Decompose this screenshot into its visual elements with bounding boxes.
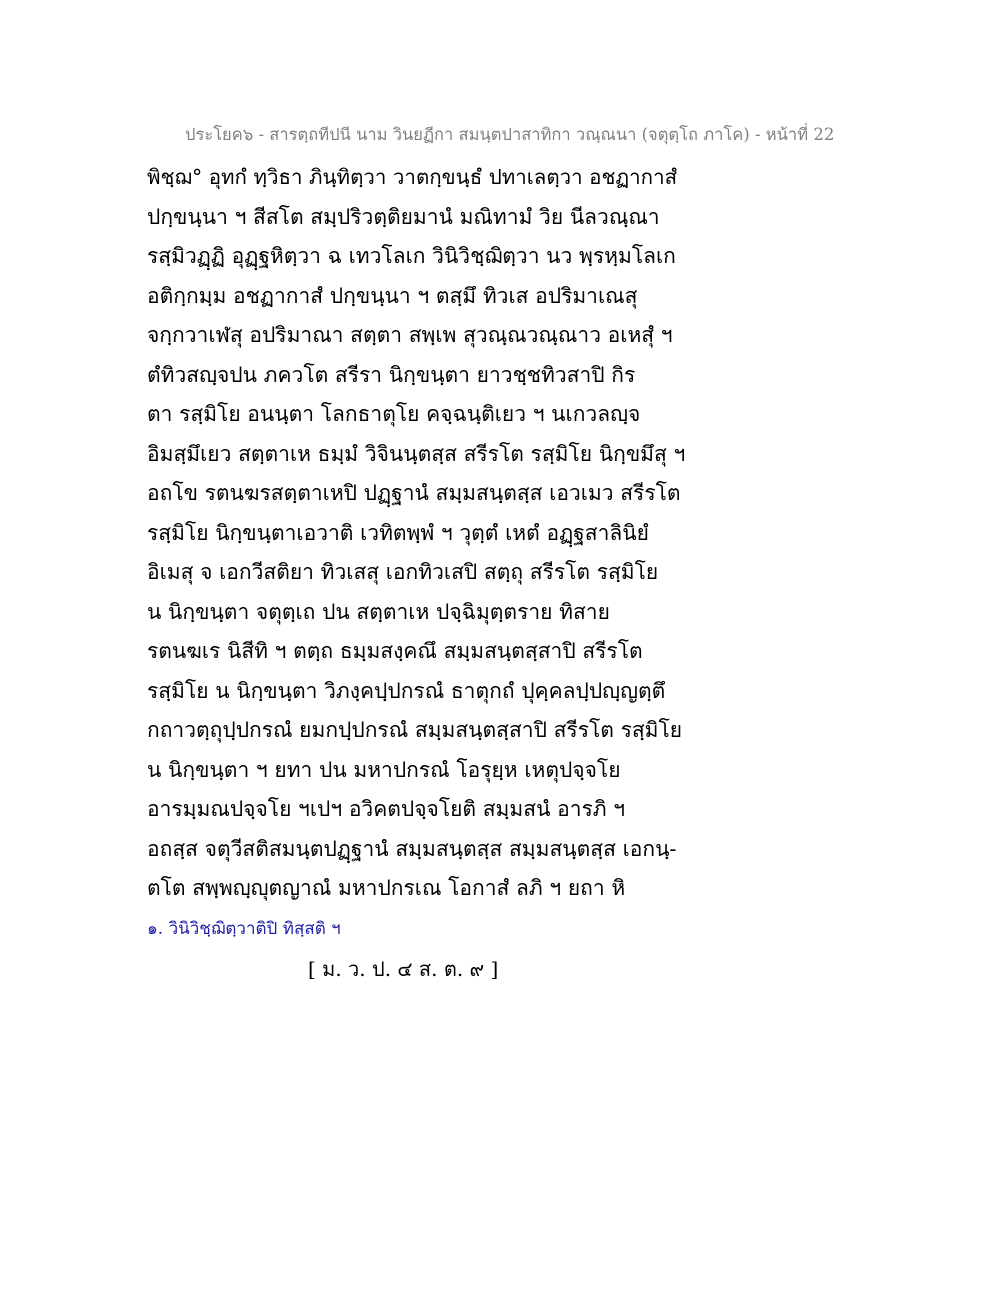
body-line: น นิกฺขนฺตา ฯ ยทา ปน มหาปกรณํ โอรุยฺห เหตุปจฺจโย bbox=[147, 757, 621, 782]
footnote: ๑. วินิวิชฺฌิตฺวาติปิ ทิสฺสติ ฯ bbox=[147, 919, 341, 939]
body-line: รสฺมิโย น นิกฺขนฺตา วิภงฺคปฺปกรณํ ธาตุกถํ ปุคฺคลปฺปญฺญตฺตึ bbox=[147, 678, 666, 703]
body-line: อารมฺมณปจฺจโย ฯเปฯ อวิคตปจฺจโยติ สมฺมสนํ อารภิ ฯ bbox=[147, 797, 626, 821]
body-line: พิชฺฌ° อุทกํ ทฺวิธา ภินฺทิตฺวา วาตกฺขนฺธํ ปทาเลตฺวา อชฏากาสํ bbox=[147, 165, 678, 189]
body-line: รตนฆเร นิสีทิ ฯ ตตฺถ ธมฺมสงฺคณึ สมฺมสนฺตสฺสาปิ สรีรโต bbox=[147, 639, 643, 663]
body-line: จกฺกวาเฬสุ อปริมาณา สตฺตา สพฺเพ สุวณฺณวณฺณาว อเหสุํ ฯ bbox=[147, 323, 673, 347]
body-line: ตโต สพฺพญฺญุตญาณํ มหาปกรเณ โอกาสํ ลภิ ฯ ยถา หิ bbox=[147, 876, 626, 900]
body-line: รสฺมิวฏฺฏิ อุฏฺฐหิตฺวา ฉ เทวโลเก วินิวิชฺฌิตฺวา นว พฺรหฺมโลเก bbox=[147, 244, 676, 268]
body-line: อติกฺกมฺม อชฏากาสํ ปกฺขนฺนา ฯ ตสฺมึ ทิวเส อปริมาเณสุ bbox=[147, 283, 638, 308]
body-line: อถสฺส จตุวีสติสมนฺตปฏฺฐานํ สมฺมสนฺตสฺส สมฺมสนฺตสฺส เอกนฺ- bbox=[147, 836, 677, 861]
body-line: อิเมสุ จ เอกวีสติยา ทิวเสสุ เอกทิวเสปิ สตฺถุ สรีรโต รสฺมิโย bbox=[147, 560, 659, 584]
body-line: ตา รสฺมิโย อนนฺตา โลกธาตุโย คจฺฉนฺติเยว ฯ นเกวลญฺจ bbox=[147, 402, 641, 426]
body-line: อิมสฺมึเยว สตฺตาเห ธมฺมํ วิจินนฺตสฺส สรีรโต รสฺมิโย นิกฺขมึสุ ฯ bbox=[147, 441, 686, 466]
running-header: ประโยค๖ - สารตฺถทีปนี นาม วินยฏีกา สมนฺตปาสาทิกา วณฺณนา (จตุตฺโถ ภาโค) - หน้าที่ 22 bbox=[185, 125, 835, 144]
body-text bbox=[147, 158, 687, 909]
body-line: อถโข รตนฆรสตฺตาเหปิ ปฏฺฐานํ สมฺมสนฺตสฺส เอวเมว สรีรโต bbox=[147, 481, 681, 505]
body-line: กถาวตฺถุปฺปกรณํ ยมกปฺปกรณํ สมฺมสนฺตสฺสาปิ สรีรโต รสฺมิโย bbox=[147, 718, 683, 742]
body-line: ตํทิวสญฺจปน ภควโต สรีรา นิกฺขนฺตา ยาวชฺชทิวสาปิ กิร bbox=[147, 362, 636, 387]
body-line: รสฺมิโย นิกฺขนฺตาเอวาติ เวทิตพฺพํ ฯ วุตฺตํ เหตํ อฏฺฐสาลินิยํ bbox=[147, 520, 649, 545]
page-reference: [ ม. ว. ป. ๔ ส. ต. ๙ ] bbox=[308, 957, 499, 981]
body-line: ปกฺขนฺนา ฯ สีสโต สมฺปริวตฺติยมานํ มณิทามํ วิย นีลวณฺณา bbox=[147, 204, 660, 229]
body-line: น นิกฺขนฺตา จตุตฺเถ ปน สตฺตาเห ปจฺฉิมุตฺตราย ทิสาย bbox=[147, 599, 610, 624]
